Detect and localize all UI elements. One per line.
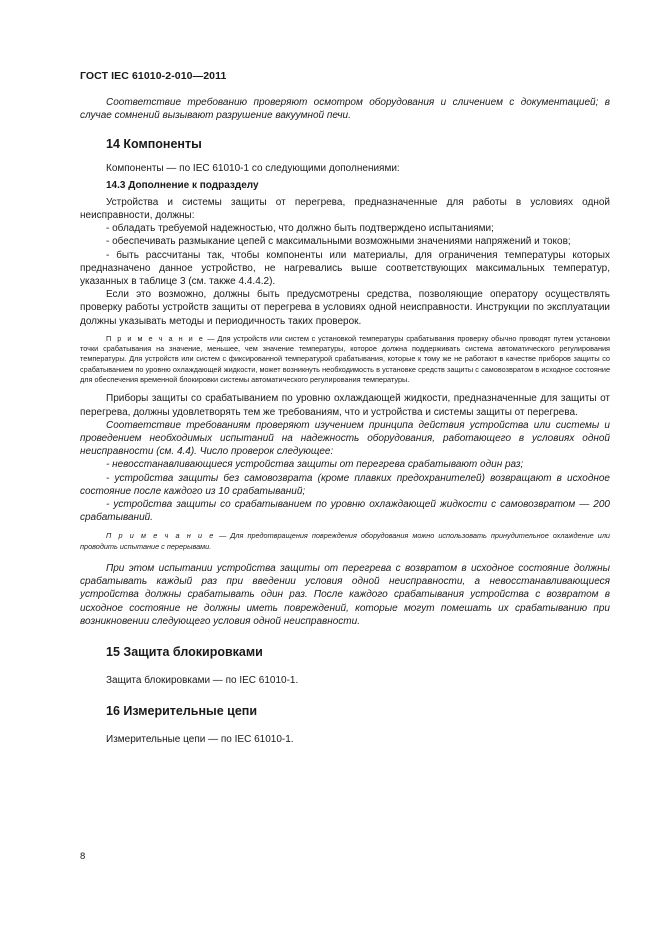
section-14-heading: 14 Компоненты [106,137,202,152]
note-label: П р и м е ч а н и е [106,333,205,343]
section-16-text: Измерительные цепи — по IEC 61010-1. [106,734,294,746]
note-2 [80,531,610,552]
list-item: - невосстанавливающиеся устройства защиты от перегрева срабатывают один раз; [106,459,524,471]
intro-paragraph: Соответствие требованию проверяют осмотром оборудования и сличением с документацией; в случае сомнений вызывают разрушение вакуумной печи. [80,97,610,122]
page-content [80,96,610,746]
document-header: ГОСТ IEC 61010-2-010—2011 [80,70,227,82]
list-item: - устройства защиты со срабатыванием по уровню охлаждающей жидкости с самовозвратом — 200 срабатываний. [80,498,610,524]
paragraph: Устройства и системы защиты от перегрева, предназначенные для работы в условиях одной неисправности, должны: [80,196,610,222]
paragraph: Приборы защиты со срабатыванием по уровню охлаждающей жидкости, предназначенные для защиты от перегрева, должны удовлетворять тем же требованиям, что и устройства и системы защиты от перегрева. [80,393,610,418]
paragraph: При этом испытании устройства защиты от перегрева с возвратом в исходное состояние должны срабатывать каждый раз при введении условия одной неисправности, а невосстанавливающиеся устройства должны срабатывать один раз. После каждого срабатывания устройства с возвратом в исходное состояние не должны иметь повреждений, которые могут помешать их срабатыванию при возникновении следующего условия одной неисправности. [80,562,610,627]
list-item: - быть рассчитаны так, чтобы компоненты или материалы, для ограничения температуры которых предназначено данное устройство, не нагревались выше соответствующих максимальных температур, указанных в таблице 3 (см. также 4.4.4.2). [80,249,610,288]
note-text: — Для предотвращения повреждения оборудования можно использовать принудительное охлаждение или проводить испытание с перерывами. [80,531,610,551]
list-item: - обладать требуемой надежностью, что должно быть подтверждено испытаниями; [106,223,494,235]
note-text: — Для устройств или систем с установкой температуры срабатывания проверку обычно проводят путем установки точки срабатывания на значение, меньшее, чем значение температуры, которое должна поддерживать система автоматического регулирования температуры. Для устройств или систем с фиксированной температурой срабатывания, которые к тому же не работают в качестве приборов защиты со срабатыванием по уровню охлаждающей жидкости, может возникнуть необходимость в установке средств защиты с самовозвратом в исходное состояние для обеспечения временной блокировки системы автоматического регулирования температуры. [80,333,611,385]
section-15-heading: 15 Защита блокировками [106,644,263,659]
paragraph: Если это возможно, должны быть предусмотрены средства, позволяющие оператору осуществлять проверку работы устройств защиты от перегрева в условиях одной неисправности. Инструкции по эксплуатации должны указывать методы и периодичность таких проверок. [80,289,610,327]
note-1 [80,334,610,385]
section-14-lead: Компоненты — по IEC 61010-1 со следующими дополнениями: [106,163,400,175]
paragraph: Соответствие требованиям проверяют изучением принципа действия устройства или системы и проведением необходимых испытаний на надежность оборудования, работающего в условиях одной неисправности (см. 4.4). Число проверок следующее: [80,419,610,458]
page-number: 8 [80,851,86,862]
list-item: - устройства защиты без самовозврата (кроме плавких предохранителей) возвращают в исходное состояние после каждого из 10 срабатываний; [80,472,610,497]
subsection-14-3-heading: 14.3 Дополнение к подразделу [106,179,259,191]
note-label: П р и м е ч а н и е [106,531,215,541]
list-item: - обеспечивать размыкание цепей с максимальными возможными значениями напряжений и токов; [106,236,571,248]
section-16-heading: 16 Измерительные цепи [106,704,258,719]
section-15-text: Защита блокировками — по IEC 61010-1. [106,674,299,686]
